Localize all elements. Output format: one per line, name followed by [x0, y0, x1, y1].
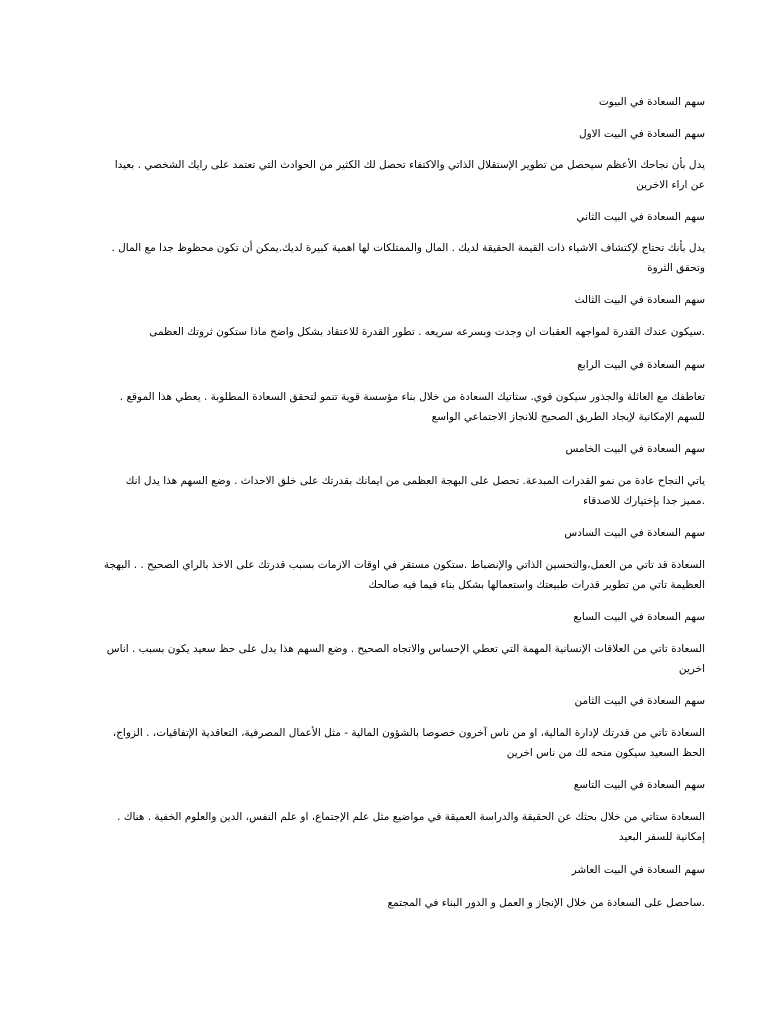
section-body: .سيكون عندك القدرة لمواجهه العقبات ان وجدت وبسرعه سريعه . تطور القدرة للاعتقاد بشكل واضح ماذا ستكون ثروتك العظمى	[149, 326, 705, 338]
section-body: يدل بأنك تحتاج لإكتشاف الاشياء ذات القيمة الحقيقة لديك . المال والممتلكات لها اهمية كبيرة لديك.يمكن أن تكون محظوظ جدا مع المال . وتحقق الثروة	[111, 242, 705, 274]
section-body: تعاطفك مع العائلة والجذور سيكون قوي. ستاتيك السعادة من خلال بناء مؤسسة قوية تنمو لتحقق السعادة المطلوبة . يعطي هذا الموقع . للسهم الإمكانية لإيجاد الطريق الصحيح للانجاز الاجتماعي الواسع	[119, 391, 705, 423]
section-body: يدل بأن نجاحك الأعظم سيحصل من تطوير الإستقلال الذاتي والاكتفاء تحصل لك الكثير من الحوادث التي تعتمد على رايك الشخصي . بعيدا عن اراء الاخرين	[114, 159, 705, 191]
section-heading: سهم السعادة في البيت العاشر	[571, 864, 705, 876]
section-heading: سهم السعادة في البيت الخامس	[565, 443, 705, 455]
section-heading: سهم السعادة في البيت الثالث	[574, 294, 705, 306]
section-body: السعادة تاتي من قدرتك لإدارة المالية، او من ناس آخرون خصوصا بالشؤون المالية - مثل الأعمال المصرفية، التعاقدية الإتفاقيات، . الزواج، الحظ السعيد سيكون منحه لك من ناس اخرين	[112, 727, 705, 759]
document-title: سهم السعادة في البيوت	[598, 96, 705, 108]
section-body: السعادة قد تاتي من العمل،والتحسين الذاتي والإنضباط .ستكون مستقر في اوقات الازمات بسبب قدرتك على الاخذ بالراي الصحيح . . البهجة العظيمة تاتي من تطوير قدرات طبيعتك واستعمالها بشكل بناء فيما فيه صالحك	[103, 559, 705, 591]
section-heading: سهم السعادة في البيت التاسع	[573, 779, 705, 791]
document-page	[100, 0, 705, 1024]
section-heading: سهم السعادة في البيت الاول	[578, 128, 705, 140]
section-body: ياتي النجاح عادة من نمو القدرات المبدعة. تحصل على البهجة العظمى من ايمانك بقدرتك على خلق الاحداث . وضع السهم هذا يدل انك .مميز جدا بإختيارك للاصدقاء	[125, 475, 705, 507]
section-heading: سهم السعادة في البيت الثاني	[576, 211, 705, 223]
section-heading: سهم السعادة في البيت الرابع	[577, 359, 705, 371]
section-heading: سهم السعادة في البيت السادس	[564, 527, 705, 539]
section-body: السعادة تاتي من العلاقات الإنسانية المهمة التي تعطي الإحساس والاتجاه الصحيح . وضع السهم هذا يدل على حظ سعيد يكون بسبب . اناس اخرين	[106, 643, 705, 675]
section-heading: سهم السعادة في البيت الثامن	[574, 695, 705, 707]
section-body: السعادة ستاتي من خلال بحثك عن الحقيقة والدراسة العميقة في مواضيع مثل علم الإجتماع، او علم النفس، الدين والعلوم الخفية . هناك . إمكانية للسفر البعيد	[117, 811, 705, 843]
section-heading: سهم السعادة في البيت السابع	[573, 611, 705, 623]
section-body: .ساحصل على السعادة من خلال الإنجاز و العمل و الدور البناء في المجتمع	[387, 897, 705, 909]
